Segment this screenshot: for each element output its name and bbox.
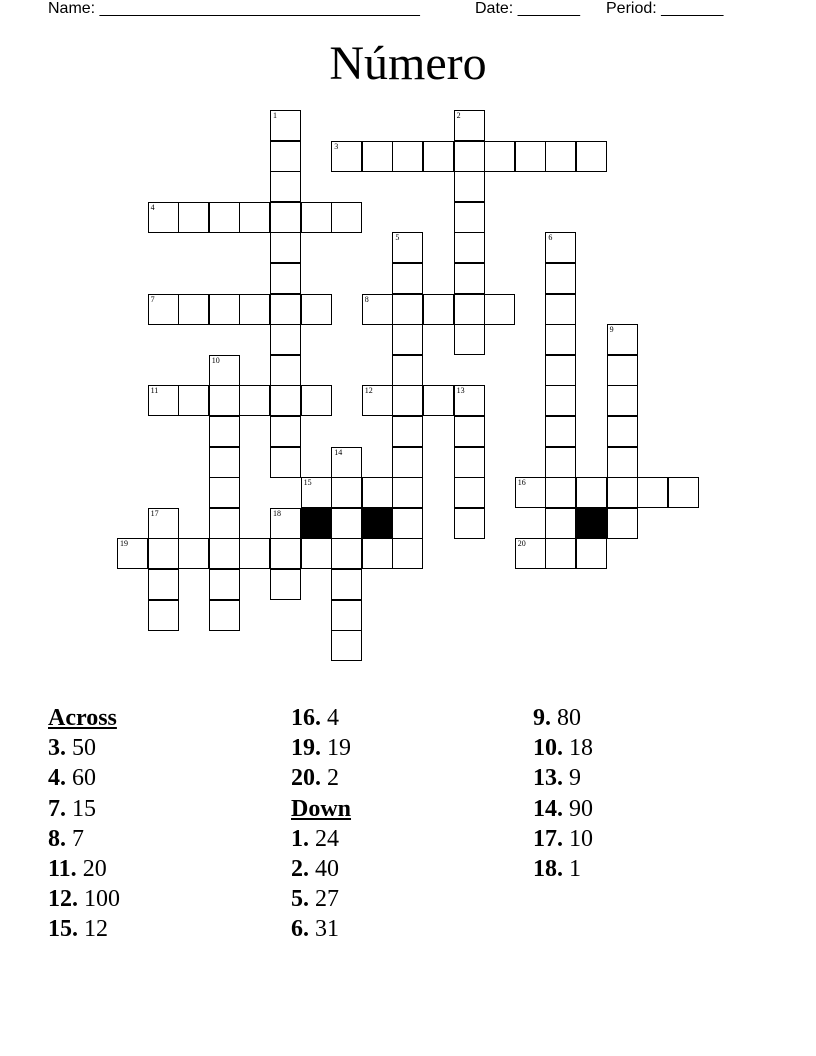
crossword-cell[interactable] xyxy=(239,202,270,233)
clue-item-text: 27 xyxy=(309,886,339,913)
clue-number: 7 xyxy=(150,294,155,304)
crossword-cell[interactable] xyxy=(607,447,638,478)
crossword-cell[interactable] xyxy=(545,447,576,478)
crossword-cell[interactable] xyxy=(209,202,240,233)
crossword-cell[interactable] xyxy=(423,385,454,416)
clue-item-text: 18 xyxy=(563,735,593,762)
clue-item-text: 20 xyxy=(76,856,107,883)
clue-number: 15 xyxy=(303,478,312,488)
crossword-cell[interactable] xyxy=(392,508,423,539)
crossword-cell[interactable] xyxy=(331,569,362,600)
crossword-cell[interactable] xyxy=(454,385,485,416)
clue-number: 6 xyxy=(548,233,553,243)
page-title: Número xyxy=(329,37,487,90)
clue-number: 1 xyxy=(273,111,277,120)
clue-number: 16 xyxy=(517,478,526,488)
clue-item-text: 80 xyxy=(551,705,581,731)
crossword-cell[interactable] xyxy=(301,477,332,508)
clue-item xyxy=(291,703,351,733)
crossword-cell[interactable] xyxy=(270,202,301,233)
crossword-cell[interactable] xyxy=(637,477,668,508)
crossword-cell[interactable] xyxy=(362,477,393,508)
clue-number: 10 xyxy=(211,355,220,365)
clue-item xyxy=(48,763,120,793)
clue-number: 17 xyxy=(150,508,159,518)
clue-number: 4 xyxy=(150,202,155,212)
crossword-cell[interactable] xyxy=(209,569,240,600)
blocked-cell xyxy=(576,508,607,539)
clue-item-number: 4. xyxy=(48,765,66,792)
clue-item-text: 7 xyxy=(66,825,84,852)
crossword-cell[interactable] xyxy=(270,416,301,447)
clue-number: 2 xyxy=(456,111,461,120)
crossword-cell[interactable] xyxy=(454,324,485,355)
crossword-cell[interactable] xyxy=(545,477,576,508)
crossword-cell[interactable] xyxy=(209,294,240,325)
clue-number: 5 xyxy=(395,233,400,243)
clue-number: 9 xyxy=(609,325,614,335)
clue-item-text: 100 xyxy=(78,886,120,913)
crossword-cell[interactable] xyxy=(270,385,301,416)
clue-item-text: 90 xyxy=(563,795,593,822)
crossword-cell[interactable] xyxy=(454,447,485,478)
blocked-cell xyxy=(301,508,332,539)
crossword-cell[interactable] xyxy=(331,141,362,172)
clue-number: 18 xyxy=(273,508,281,518)
crossword-cell[interactable] xyxy=(545,538,576,569)
crossword-cell[interactable] xyxy=(178,538,209,569)
clue-item xyxy=(48,824,120,854)
clue-item-text: 15 xyxy=(66,795,96,822)
clue-item-number: 2. xyxy=(291,856,309,883)
crossword-cell[interactable] xyxy=(423,294,454,325)
crossword-cell[interactable] xyxy=(392,385,423,416)
clue-item-number: 11. xyxy=(48,856,77,883)
crossword-cell[interactable] xyxy=(331,477,362,508)
crossword-cell[interactable] xyxy=(392,324,423,355)
crossword-cell[interactable] xyxy=(331,600,362,631)
crossword-cell[interactable] xyxy=(209,477,240,508)
crossword-cell[interactable] xyxy=(545,263,576,294)
crossword-cell[interactable] xyxy=(270,569,301,600)
crossword-cell[interactable] xyxy=(178,202,209,233)
clue-number: 12 xyxy=(364,386,373,396)
crossword-cell[interactable] xyxy=(545,294,576,325)
crossword-cell[interactable] xyxy=(270,538,301,569)
crossword-cell[interactable] xyxy=(576,477,607,508)
clue-column-2 xyxy=(291,703,351,945)
crossword-cell[interactable] xyxy=(270,355,301,386)
clue-item-number: 20. xyxy=(291,765,321,792)
clue-item xyxy=(533,794,593,824)
crossword-cell[interactable] xyxy=(148,294,179,325)
crossword-cell[interactable] xyxy=(270,447,301,478)
crossword-cell[interactable] xyxy=(392,416,423,447)
crossword-cell[interactable] xyxy=(178,294,209,325)
crossword-cell[interactable] xyxy=(392,355,423,386)
crossword-cell[interactable] xyxy=(454,202,485,233)
crossword-cell[interactable] xyxy=(301,202,332,233)
crossword-cell[interactable] xyxy=(392,232,423,263)
clue-item-number: 9. xyxy=(533,705,551,731)
clue-item-number: 14. xyxy=(533,795,563,822)
clue-item-number: 19. xyxy=(291,735,321,762)
blocked-cell xyxy=(362,508,393,539)
clue-item-number: 6. xyxy=(291,916,309,943)
clue-number: 11 xyxy=(150,386,159,396)
crossword-cell[interactable] xyxy=(270,141,301,172)
clue-item-text: 40 xyxy=(309,856,339,883)
clue-item-number: 3. xyxy=(48,735,66,762)
crossword-cell[interactable] xyxy=(301,385,332,416)
clue-item-number: 12. xyxy=(48,886,78,913)
clue-number: 19 xyxy=(120,539,128,549)
clue-item xyxy=(291,854,351,884)
clue-item xyxy=(291,733,351,763)
clue-item-text: 10 xyxy=(563,825,593,852)
clue-item-number: 7. xyxy=(48,795,66,822)
clue-item-number: 16. xyxy=(291,705,321,731)
clue-item xyxy=(291,914,351,944)
crossword-cell[interactable] xyxy=(392,263,423,294)
crossword-cell[interactable] xyxy=(454,416,485,447)
clue-item xyxy=(533,824,593,854)
crossword-cell[interactable] xyxy=(209,385,240,416)
crossword-cell[interactable] xyxy=(331,447,362,478)
crossword-cell[interactable] xyxy=(607,416,638,447)
crossword-cell[interactable] xyxy=(301,294,332,325)
crossword-cell[interactable] xyxy=(545,355,576,386)
crossword-cell[interactable] xyxy=(270,294,301,325)
crossword-cell[interactable] xyxy=(209,600,240,631)
crossword-cell[interactable] xyxy=(668,477,699,508)
crossword-cell[interactable] xyxy=(545,141,576,172)
clue-item xyxy=(48,733,120,763)
clue-item-text: 31 xyxy=(309,916,339,943)
clue-number: 14 xyxy=(334,447,343,457)
clue-item-number: 18. xyxy=(533,856,563,883)
clue-item xyxy=(48,884,120,914)
clue-item xyxy=(291,884,351,914)
crossword-cell[interactable] xyxy=(545,385,576,416)
crossword-cell[interactable] xyxy=(576,141,607,172)
down-heading: Down xyxy=(291,795,352,822)
crossword-cell[interactable] xyxy=(576,538,607,569)
clue-item-text: 9 xyxy=(563,765,581,792)
clue-item xyxy=(533,733,593,763)
clue-item-text: 19 xyxy=(321,735,351,762)
clue-item-number: 17. xyxy=(533,825,563,852)
clue-item-number: 8. xyxy=(48,825,66,852)
clue-item-number: 1. xyxy=(291,825,309,852)
crossword-cell[interactable] xyxy=(148,538,179,569)
crossword-cell[interactable] xyxy=(209,508,240,539)
clue-item-number: 10. xyxy=(533,735,563,762)
clue-item-text: 12 xyxy=(78,916,108,943)
crossword-cell[interactable] xyxy=(301,538,332,569)
crossword-cell[interactable] xyxy=(607,508,638,539)
crossword-cell[interactable] xyxy=(239,294,270,325)
crossword-cell[interactable] xyxy=(362,294,393,325)
crossword-cell[interactable] xyxy=(484,294,515,325)
crossword-cell[interactable] xyxy=(148,569,179,600)
crossword-cell[interactable] xyxy=(454,477,485,508)
crossword-cell[interactable] xyxy=(545,508,576,539)
crossword-cell[interactable] xyxy=(423,141,454,172)
crossword-cell[interactable] xyxy=(392,141,423,172)
clue-item xyxy=(533,703,593,733)
crossword-cell[interactable] xyxy=(331,538,362,569)
crossword-cell[interactable] xyxy=(545,232,576,263)
crossword-cell[interactable] xyxy=(454,232,485,263)
crossword-cell[interactable] xyxy=(515,538,546,569)
crossword-cell[interactable] xyxy=(178,385,209,416)
crossword-cell[interactable] xyxy=(392,477,423,508)
clue-number: 20 xyxy=(517,539,526,549)
crossword-cell[interactable] xyxy=(454,294,485,325)
crossword-cell[interactable] xyxy=(454,263,485,294)
clue-number: 13 xyxy=(456,386,465,396)
clue-item-number: 5. xyxy=(291,886,309,913)
date-field-label: Date: _______ xyxy=(475,0,580,17)
clue-column-1 xyxy=(48,703,120,945)
crossword-cell[interactable] xyxy=(239,538,270,569)
clue-number: 8 xyxy=(364,294,369,304)
crossword-cell[interactable] xyxy=(607,324,638,355)
crossword-cell[interactable] xyxy=(545,324,576,355)
clue-item xyxy=(48,914,120,944)
name-field-label: Name: ____________________________________ xyxy=(48,0,420,17)
crossword-cell[interactable] xyxy=(484,141,515,172)
crossword-cell[interactable] xyxy=(270,232,301,263)
crossword-cell[interactable] xyxy=(209,447,240,478)
clue-item xyxy=(533,854,593,884)
clue-number: 3 xyxy=(334,141,339,151)
clue-item xyxy=(291,824,351,854)
crossword-cell[interactable] xyxy=(454,110,485,141)
crossword-cell[interactable] xyxy=(148,508,179,539)
clue-item-text: 2 xyxy=(321,765,339,792)
crossword-cell[interactable] xyxy=(270,263,301,294)
crossword-cell[interactable] xyxy=(239,385,270,416)
crossword-cell[interactable] xyxy=(209,416,240,447)
clue-item-text: 4 xyxy=(321,705,339,731)
crossword-cell[interactable] xyxy=(607,355,638,386)
crossword-cell[interactable] xyxy=(392,294,423,325)
crossword-cell[interactable] xyxy=(362,141,393,172)
crossword-cell[interactable] xyxy=(607,385,638,416)
crossword-cell[interactable] xyxy=(454,171,485,202)
crossword-cell[interactable] xyxy=(270,171,301,202)
crossword-cell[interactable] xyxy=(331,508,362,539)
clue-item-text: 60 xyxy=(66,765,96,792)
clue-item xyxy=(48,854,120,884)
crossword-cell[interactable] xyxy=(362,385,393,416)
crossword-cell[interactable] xyxy=(270,508,301,539)
clue-item xyxy=(48,794,120,824)
crossword-cell[interactable] xyxy=(362,538,393,569)
crossword-cell[interactable] xyxy=(270,324,301,355)
clue-item-text: 1 xyxy=(563,856,581,883)
clue-item-text: 24 xyxy=(309,825,339,852)
clue-item-text: 50 xyxy=(66,735,96,762)
crossword-cell[interactable] xyxy=(331,630,362,661)
crossword-cell[interactable] xyxy=(209,538,240,569)
period-field-label: Period: _______ xyxy=(606,0,724,17)
crossword-cell[interactable] xyxy=(545,416,576,447)
crossword-cell[interactable] xyxy=(148,600,179,631)
crossword-cell[interactable] xyxy=(515,141,546,172)
clue-column-3 xyxy=(533,703,593,884)
crossword-cell[interactable] xyxy=(392,538,423,569)
crossword-cell[interactable] xyxy=(454,141,485,172)
crossword-cell[interactable] xyxy=(209,355,240,386)
crossword-cell[interactable] xyxy=(392,447,423,478)
crossword-cell[interactable] xyxy=(148,202,179,233)
clue-item-number: 15. xyxy=(48,916,78,943)
crossword-cell[interactable] xyxy=(148,385,179,416)
clue-item xyxy=(291,763,351,793)
crossword-cell[interactable] xyxy=(454,508,485,539)
across-heading: Across xyxy=(48,705,117,731)
crossword-cell[interactable] xyxy=(515,477,546,508)
clue-item-number: 13. xyxy=(533,765,563,792)
crossword-cell[interactable] xyxy=(607,477,638,508)
crossword-cell[interactable] xyxy=(270,110,301,141)
crossword-cell[interactable] xyxy=(331,202,362,233)
crossword-cell[interactable] xyxy=(117,538,148,569)
clue-item xyxy=(533,763,593,793)
